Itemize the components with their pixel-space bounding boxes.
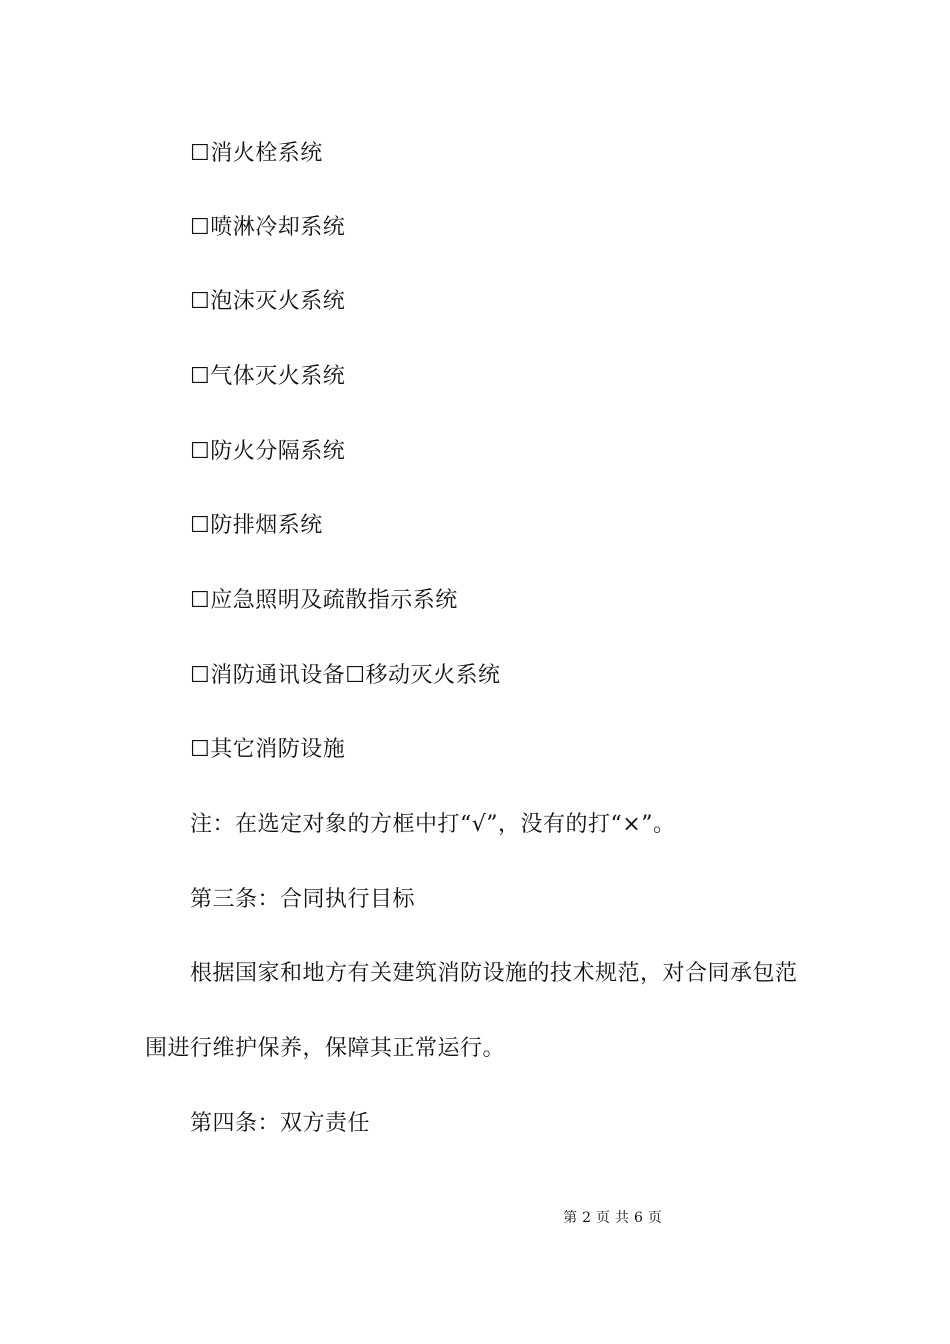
article-4-heading: 第四条：双方责任: [190, 1111, 371, 1136]
checkbox-item-gas-extinguishing-system: ☐气体灭火系统: [190, 364, 346, 389]
footer-total-label: 页: [647, 1210, 662, 1226]
checkbox-item-smoke-control-system: ☐防排烟系统: [190, 513, 323, 538]
article-3-body-line-2: 围进行维护保养，保障其正常运行。: [145, 1036, 506, 1061]
footer-page-label: 页: [596, 1210, 610, 1226]
checkbox-item-hydrant-system: ☐消火栓系统: [190, 141, 323, 166]
article-3-heading: 第三条：合同执行目标: [190, 887, 416, 912]
checkbox-item-sprinkler-cooling-system: ☐喷淋冷却系统: [190, 215, 346, 240]
page-footer: [0, 1208, 950, 1228]
checkbox-item-emergency-lighting-system: ☐应急照明及疏散指示系统: [190, 588, 458, 613]
footer-current-page: 2: [582, 1210, 591, 1226]
article-3-body-line-1: 根据国家和地方有关建筑消防设施的技术规范，对合同承包范: [190, 961, 798, 986]
checkbox-item-foam-extinguishing-system: ☐泡沫灭火系统: [190, 289, 346, 314]
checkbox-item-communication-and-mobile: ☐消防通讯设备☐移动灭火系统: [190, 663, 501, 688]
checkbox-item-other-facilities: ☐其它消防设施: [190, 737, 346, 762]
footer-total-prefix: 共: [615, 1210, 629, 1226]
footer-prefix: 第: [563, 1210, 578, 1226]
note-paragraph: 注：在选定对象的方框中打“√”，没有的打“×”。: [190, 812, 676, 837]
footer-total-pages: 6: [634, 1210, 643, 1226]
checkbox-item-fire-separation-system: ☐防火分隔系统: [190, 439, 346, 464]
